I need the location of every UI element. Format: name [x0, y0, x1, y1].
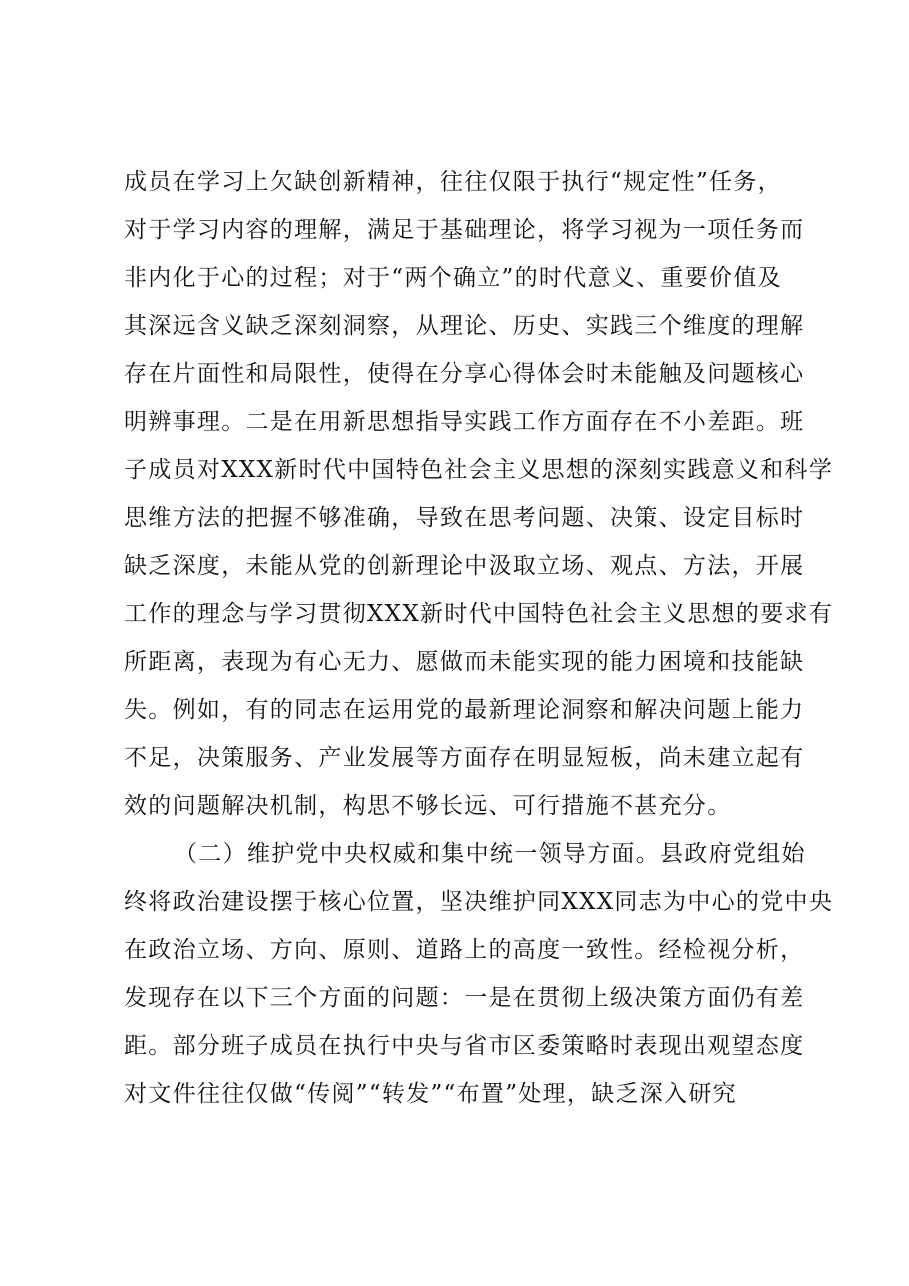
text-line: 对于学习内容的理解，满足于基础理论，将学习视为一项任务而 — [124, 217, 805, 243]
text-line: 缺乏深度，未能从党的创新理论中汲取立场、观点、方法，开展 — [124, 553, 805, 579]
document-body — [124, 158, 834, 1118]
section-heading-line: （二）维护党中央权威和集中统一领导方面。县政府党组始 — [174, 841, 806, 867]
text-line: 所距离，表现为有心无力、愿做而未能实现的能力困境和技能缺 — [124, 649, 805, 675]
text-line: 终将政治建设摆于核心位置，坚决维护同XXX同志为中心的党中央 — [124, 889, 834, 915]
text-line: 效的问题解决机制，构思不够长远、可行措施不甚充分。 — [124, 793, 732, 819]
text-line: 工作的理念与学习贯彻XXX新时代中国特色社会主义思想的要求有 — [124, 601, 834, 627]
text-line: 明辨事理。二是在用新思想指导实践工作方面存在不小差距。班 — [124, 409, 805, 435]
text-line: 成员在学习上欠缺创新精神，往往仅限于执行“规定性”任务， — [124, 169, 782, 195]
text-line: 不足，决策服务、产业发展等方面存在明显短板，尚未建立起有 — [124, 745, 805, 771]
text-line: 对文件往往仅做“传阅”“转发”“布置”处理，缺乏深入研究 — [124, 1081, 737, 1107]
text-line: 在政治立场、方向、原则、道路上的高度一致性。经检视分析， — [124, 937, 805, 963]
text-line: 存在片面性和局限性，使得在分享心得体会时未能触及问题核心 — [124, 361, 805, 387]
text-line: 失。例如，有的同志在运用党的最新理论洞察和解决问题上能力 — [124, 697, 805, 723]
text-line: 其深远含义缺乏深刻洞察，从理论、历史、实践三个维度的理解 — [124, 313, 805, 339]
text-line: 思维方法的把握不够准确，导致在思考问题、决策、设定目标时 — [124, 505, 805, 531]
text-line: 距。部分班子成员在执行中央与省市区委策略时表现出观望态度 — [124, 1033, 805, 1059]
text-line: 子成员对XXX新时代中国特色社会主义思想的深刻实践意义和科学 — [124, 457, 834, 483]
text-line: 发现存在以下三个方面的问题：一是在贯彻上级决策方面仍有差 — [124, 985, 805, 1011]
text-line: 非内化于心的过程；对于“两个确立”的时代意义、重要价值及 — [124, 265, 782, 291]
